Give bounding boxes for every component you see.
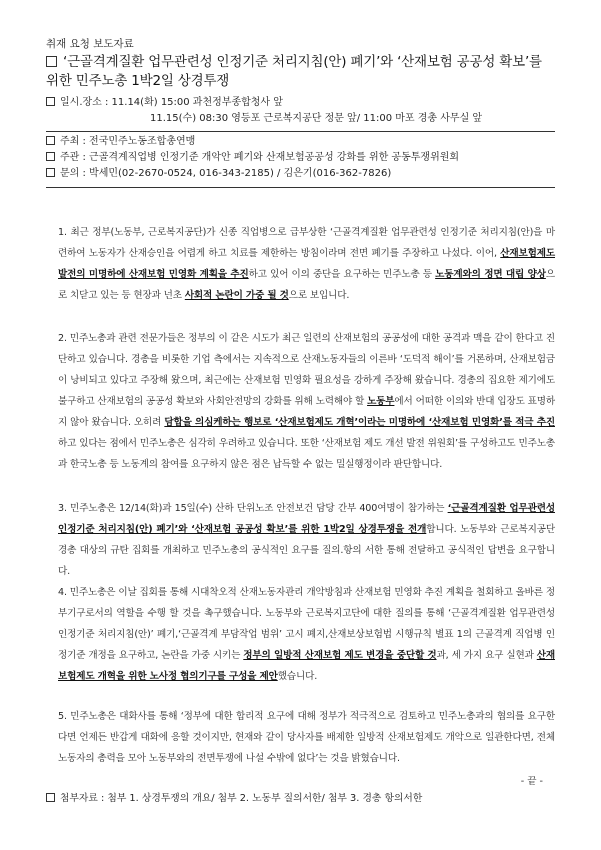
emphasized-text: 노동부 (367, 396, 395, 407)
meta-schedule-2 (46, 112, 566, 126)
paragraph-text: 으로 보입니다. (288, 290, 350, 301)
document-kicker: 취재 요청 보도자료 (46, 38, 134, 50)
headline (46, 53, 556, 91)
organizer-text: 주관 : 근골격계직업병 인정기준 개악안 폐기와 산재보험공공성 강화를 위한 공동투쟁위원회 (60, 152, 460, 163)
paragraph-text: 1. 최근 정부(노동부, 근로복지공단)가 신종 직업병으로 급부상한 ‘근골격계질환 업무관련성 인정기준 처리지침(안)을 마련하여 노동자가 산재승인을 어렵게 하고 치료를 제한하는 방침이라며 전면 폐기를 주장하고 나섰다. 이어, (58, 227, 555, 259)
meta-schedule (46, 96, 566, 110)
checkbox-icon (46, 136, 55, 145)
paragraph-4 (58, 582, 555, 687)
paragraph-text: 하고 있어 이의 중단을 요구하는 민주노총 등 (248, 269, 436, 280)
paragraph-1 (58, 222, 555, 306)
paragraph-text: 3. 민주노총은 12/14(화)과 15일(수) 산하 단위노조 안전보건 담당 간부 400여명이 참가하는 (58, 503, 448, 514)
paragraph-text: 2. 민주노총과 관련 전문가들은 정부의 이 같은 시도가 최근 일련의 산재보험의 공공성에 대한 공격과 맥을 같이 한다고 진단하고 있습니다. 경총을 비롯한 기업 측에서는 지속적으로 산재노동자들의 이른바 ‘도덕적 해이’를 거론하며, 산재보험금이 낭비되고 있다고 주장해 왔으며, 최근에는 산재보험 민영화 필요성을 강하게 주장해 왔습니다. 경총의 집요한 제기에도 불구하고 산재보험의 공공성 확보와 사회안전망의 강화를 위해 노력해야 할 (58, 333, 555, 407)
divider (46, 131, 555, 132)
paragraph-text: 했습니다. (277, 671, 318, 682)
meta-contact (46, 167, 566, 181)
meta-organizer (46, 151, 566, 165)
attachment-line (46, 790, 422, 804)
paragraph-2 (58, 328, 555, 475)
paragraph-text: 과, 세 가지 요구 실현과 (436, 650, 537, 661)
attachment-text: 첨부자료 : 첨부 1. 상경투쟁의 개요/ 첨부 2. 노동부 질의서한/ 첨부 3. 경총 항의서한 (60, 793, 423, 804)
contact-text: 문의 : 박세민(02-2670-0524, 016-343-2185) / 김은기(016-362-7826) (60, 168, 392, 179)
paragraph-text: 5. 민주노총은 대화사를 통해 ‘정부에 대한 합리적 요구에 대해 정부가 적극적으로 검토하고 민주노총과의 협의를 요구한다면 언제든 반갑게 대화에 응할 것이지만, 현재와 같이 당사자를 배제한 일방적 산재보험제도 개악으로 일관한다면, 전체노동자의 총력을 모아 노동부와의 전면투쟁에 나설 수밖에 없다’는 것을 밝혔습니다. (58, 711, 555, 764)
schedule-line-2: 11.15(수) 08:30 영등포 근로복지공단 정문 앞/ 11:00 마포 경총 사무실 앞 (150, 113, 483, 124)
paragraph-text: 하고 있다는 점에서 민주노총은 심각히 우려하고 있습니다. 또한 ‘산재보험 제도 개선 발전 위원회’를 구성하고도 민주노총과 한국노총 등 노동계의 참여를 요구하지 않은 점은 납득할 수 없는 밀실행정이라 판단합니다. (58, 438, 555, 470)
checkbox-icon (46, 793, 55, 802)
checkbox-icon (46, 152, 55, 161)
checkbox-icon (46, 56, 57, 67)
paragraph-text: 에서 어떠한 이의와 반대 입장도 표명하지 않아 왔습니다. 오히려 (58, 396, 555, 428)
emphasized-text: 담합을 의심케하는 행보로 ‘산재보험제도 개혁’이라는 미명하에 ‘산재보험 민영화’를 적극 추진 (164, 417, 555, 428)
emphasized-text: 산재보험제도 개혁을 위한 노사정 협의기구를 구성을 제안 (58, 650, 555, 682)
host-text: 주최 : 전국민주노동조합총연맹 (60, 136, 196, 147)
paragraph-3 (58, 498, 555, 582)
paragraph-text: 으로 치닫고 있는 등 현장과 넌초 (58, 269, 555, 301)
emphasized-text: ‘근골격계질환 업무관련성 인정기준 처리지침(안) 폐기’와 ‘산재보험 공공성 확보’를 위한 1박2일 상경투쟁을 전개 (58, 503, 555, 535)
paragraph-text: 4. 민주노총은 이날 집회를 통해 시대착오적 산재노동자관리 개악방침과 산재보험 민영화 추진 계획을 철회하고 올바른 정부기구로서의 역할을 수행 할 것을 촉구했습니다. 노동부와 근로복지고단에 대한 질의를 통해 ‘근골격계질환 업무관련성 인정기준 처리지침(안)’ 폐기,‘근골격계 부담작업 범위’ 고시 폐지,산재보상보험법 시행규칙 별표 1의 근골격계 직업병 인정기준 개정을 요구하고, 논란을 가중 시키는 (58, 587, 555, 661)
end-mark: - 끝 - (520, 776, 543, 787)
paragraph-text: 합니다. 노동부와 근로복지공단 경총 대상의 규탄 집회를 개최하고 민주노총의 공식적인 요구를 질의.항의 서한 통해 전달하고 공식적인 답변을 요구합니다. (58, 524, 555, 577)
paragraph-5 (58, 706, 555, 769)
emphasized-text: 사회적 논란이 가중 될 것 (184, 290, 289, 301)
emphasized-text: 노동계와의 정면 대립 양상 (435, 269, 546, 280)
schedule-line-1: 일시.장소 : 11.14(화) 15:00 과천정부종합청사 앞 (60, 97, 283, 108)
checkbox-icon (46, 168, 55, 177)
divider (46, 187, 555, 188)
checkbox-icon (46, 97, 55, 106)
meta-host (46, 135, 566, 149)
emphasized-text: 정부의 일방적 산재보험 제도 변경을 중단할 것 (243, 650, 437, 661)
headline-text: ‘근골격계질환 업무관련성 인정기준 처리지침(안) 폐기’와 ‘산재보험 공공성 확보’를 위한 민주노총 1박2일 상경투쟁 (46, 54, 542, 89)
emphasized-text: 산재보험제도 발전의 미명하에 산재보험 민영화 계획을 추진 (58, 248, 555, 280)
